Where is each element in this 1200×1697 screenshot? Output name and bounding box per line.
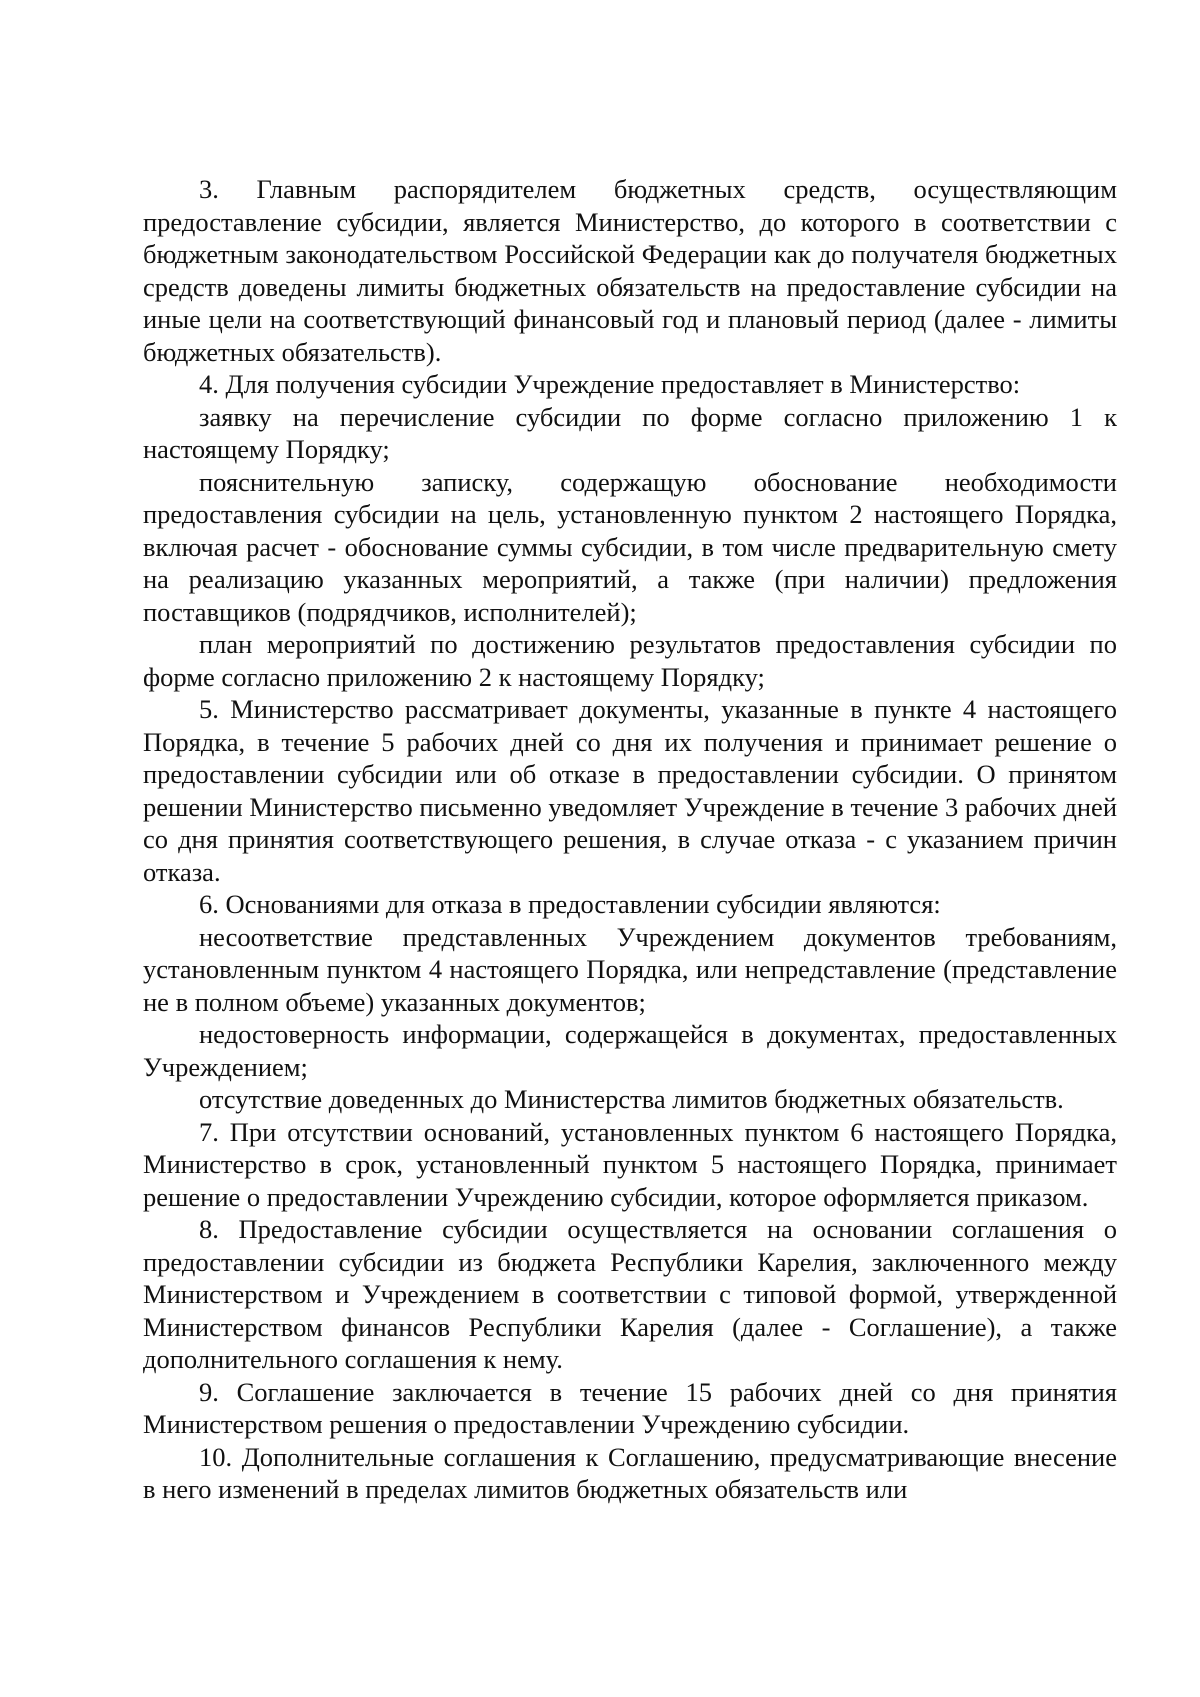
paragraph-5: 5. Министерство рассматривает документы, указанные в пункте 4 настоящего Порядка, в течение 5 рабочих дней со дня их получения и принимает решение о предоставлении субсидии или об отказе в предоставлении субсидии. О принятом решении Министерство письменно уведомляет Учреждение в течение 3 рабочих дней со дня принятия соответствующего решения, в случае отказа - с указанием причин отказа. xyxy=(143,694,1117,887)
paragraph-6-item-unreliability: недостоверность информации, содержащейся в документах, предоставленных Учреждением; xyxy=(143,1019,1117,1082)
paragraph-4: 4. Для получения субсидии Учреждение предоставляет в Министерство: xyxy=(199,369,1021,399)
paragraph-4-item-action-plan: план мероприятий по достижению результатов предоставления субсидии по форме согласно приложению 2 к настоящему Порядку; xyxy=(143,629,1117,692)
document-body xyxy=(143,173,1117,1506)
paragraph-9: 9. Соглашение заключается в течение 15 рабочих дней со дня принятия Министерством решения о предоставлении Учреждению субсидии. xyxy=(143,1376,1117,1439)
paragraph-3: 3. Главным распорядителем бюджетных средств, осуществляющим предоставление субсидии, является Министерство, до которого в соответствии с бюджетным законодательством Российской Федерации как до получателя бюджетных средств доведены лимиты бюджетных обязательств на предоставление субсидии на иные цели на соответствующий финансовый год и плановый период (далее - лимиты бюджетных обязательств). xyxy=(143,174,1117,367)
paragraph-7: 7. При отсутствии оснований, установленных пунктом 6 настоящего Порядка, Министерство в срок, установленный пунктом 5 настоящего Порядка, принимает решение о предоставлении Учреждению субсидии, которое оформляется приказом. xyxy=(143,1116,1117,1212)
paragraph-10: 10. Дополнительные соглашения к Соглашению, предусматривающие внесение в него изменений в пределах лимитов бюджетных обязательств или xyxy=(143,1441,1117,1504)
paragraph-4-item-explanatory-note: пояснительную записку, содержащую обоснование необходимости предоставления субсидии на цель, установленную пунктом 2 настоящего Порядка, включая расчет - обоснование суммы субсидии, в том числе предварительную смету на реализацию указанных мероприятий, а также (при наличии) предложения поставщиков (подрядчиков, исполнителей); xyxy=(143,466,1117,627)
paragraph-8: 8. Предоставление субсидии осуществляется на основании соглашения о предоставлении субсидии из бюджета Республики Карелия, заключенного между Министерством и Учреждением в соответствии с типовой формой, утвержденной Министерством финансов Республики Карелия (далее - Соглашение), а также дополнительного соглашения к нему. xyxy=(143,1214,1117,1374)
paragraph-6-item-no-limits: отсутствие доведенных до Министерства лимитов бюджетных обязательств. xyxy=(199,1084,1064,1114)
paragraph-6-item-nonconformity: несоответствие представленных Учреждением документов требованиям, установленным пунктом 4 настоящего Порядка, или непредставление (представление не в полном объеме) указанных документов; xyxy=(143,921,1117,1017)
paragraph-4-item-application: заявку на перечисление субсидии по форме согласно приложению 1 к настоящему Порядку; xyxy=(143,401,1117,464)
paragraph-6: 6. Основаниями для отказа в предоставлении субсидии являются: xyxy=(199,889,941,919)
